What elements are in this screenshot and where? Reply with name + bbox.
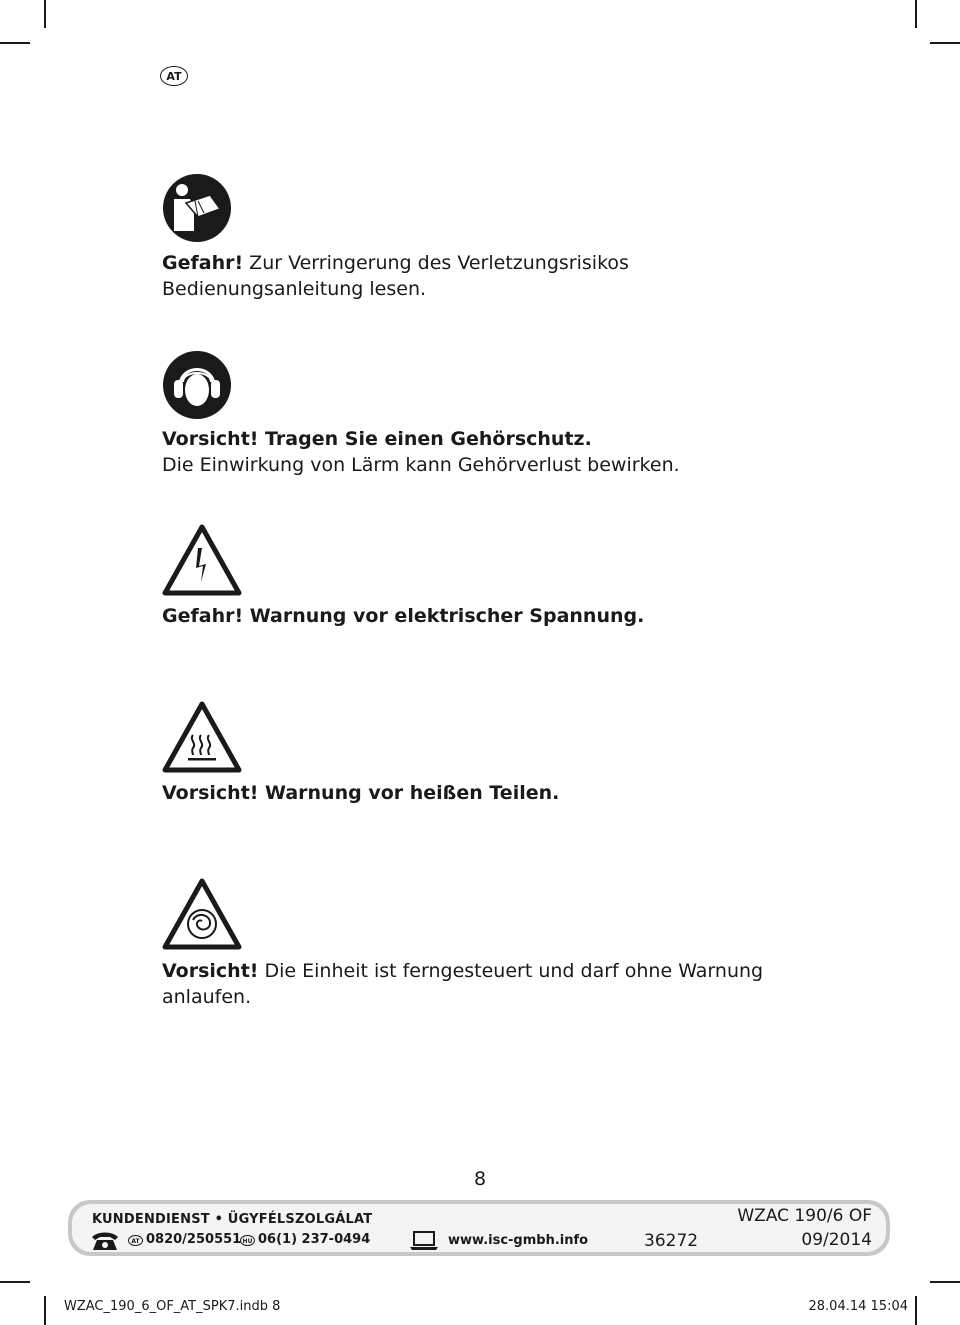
symbol-1-text: [162, 250, 802, 302]
symbol-2-lead: Vorsicht! Tragen Sie einen Gehörschutz.: [162, 428, 592, 450]
symbol-5-lead: Vorsicht!: [162, 960, 259, 982]
electric-voltage-warning-icon: [162, 524, 242, 596]
phone-hu: 06(1) 237-0494: [258, 1232, 371, 1247]
symbol-1-lead: Gefahr!: [162, 252, 244, 274]
crop-mark: [0, 42, 30, 44]
country-badge: AT: [160, 66, 188, 86]
symbol-3-lead: Gefahr! Warnung vor elektrischer Spannung.: [162, 605, 645, 627]
crop-mark: [915, 1296, 917, 1325]
symbol-5-text: [162, 958, 802, 1010]
crop-mark: [0, 1281, 30, 1283]
symbol-5-body: Die Einheit ist ferngesteuert und darf ohne Warnung anlaufen.: [162, 960, 764, 1008]
symbol-4-text: [162, 780, 802, 806]
phone-at: 0820/250551: [146, 1232, 242, 1247]
article-code: 36272: [644, 1231, 699, 1251]
crop-mark: [44, 0, 46, 28]
edition-date: 09/2014: [801, 1230, 872, 1250]
country-badge-hu: HU: [240, 1235, 255, 1246]
hearing-protection-icon: [162, 350, 232, 420]
crop-mark: [930, 1281, 960, 1283]
crop-mark: [44, 1296, 46, 1325]
hot-surface-warning-icon: [162, 701, 242, 773]
symbol-2-text: [162, 426, 802, 478]
print-slug-file: WZAC_190_6_OF_AT_SPK7.indb 8: [64, 1299, 281, 1314]
country-badge-at: AT: [128, 1235, 143, 1246]
page-number: 8: [473, 1168, 487, 1190]
crop-mark: [915, 0, 917, 28]
website-link: www.isc-gmbh.info: [448, 1233, 589, 1248]
telephone-icon: [90, 1231, 120, 1251]
service-footer: [68, 1200, 890, 1256]
symbol-1-body: Zur Verringerung des Verletzungsrisikos Bedienungsanleitung lesen.: [162, 252, 629, 300]
automatic-start-warning-icon: [162, 878, 242, 950]
model-name: WZAC 190/6 OF: [737, 1206, 872, 1226]
service-title: KUNDENDIENST • ÜGYFÉLSZOLGÁLAT: [92, 1212, 373, 1227]
read-manual-icon: [162, 173, 232, 243]
symbol-3-text: [162, 603, 802, 629]
symbol-2-body: Die Einwirkung von Lärm kann Gehörverlust bewirken.: [162, 454, 680, 476]
crop-mark: [930, 42, 960, 44]
print-slug-timestamp: 28.04.14 15:04: [808, 1299, 908, 1314]
service-footer-inner: [72, 1204, 886, 1252]
symbol-4-lead: Vorsicht! Warnung vor heißen Teilen.: [162, 782, 560, 804]
laptop-icon: [410, 1231, 438, 1251]
